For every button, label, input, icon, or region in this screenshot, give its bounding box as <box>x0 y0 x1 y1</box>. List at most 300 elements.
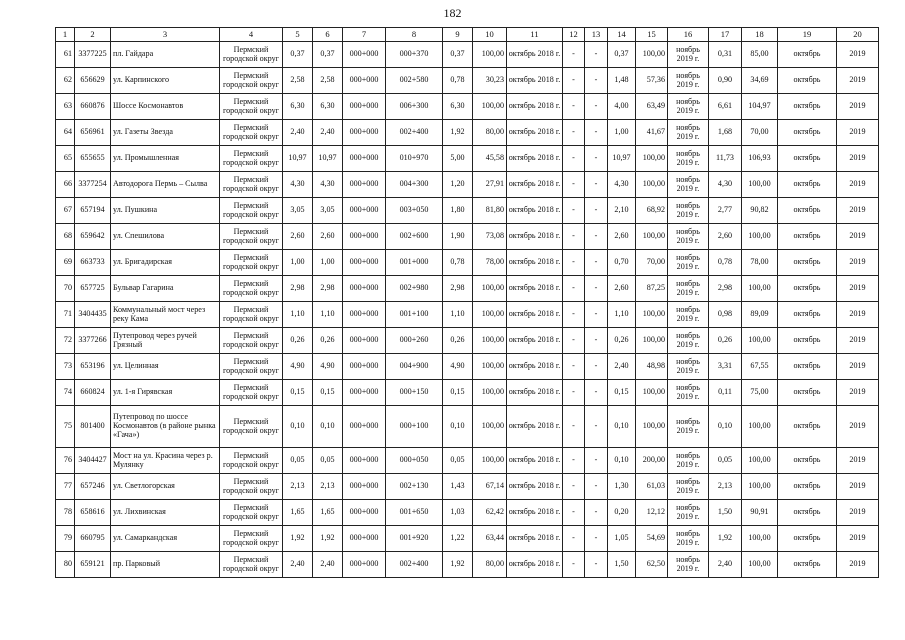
completion-year-cell: 2019 <box>837 224 879 250</box>
repaired-percent-cell: 45,58 <box>473 146 507 172</box>
repaired-length-cell: 6,30 <box>443 94 473 120</box>
planned-date-cell: ноябрь 2019 г. <box>668 276 709 302</box>
planned-date-cell: ноябрь 2019 г. <box>668 500 709 526</box>
empty-cell: - <box>585 146 608 172</box>
repaired-length-cell: 1,20 <box>443 172 473 198</box>
start-km-cell: 000+000 <box>343 276 386 302</box>
planned-length-cell: 0,15 <box>608 380 636 406</box>
actual-length-cell: 6,61 <box>709 94 742 120</box>
row-index-cell: 62 <box>56 68 75 94</box>
planned-date-cell: ноябрь 2019 г. <box>668 354 709 380</box>
repaired-percent-cell: 63,44 <box>473 526 507 552</box>
repaired-length-cell: 0,26 <box>443 328 473 354</box>
survey-date-cell: октябрь 2018 г. <box>507 328 563 354</box>
completion-year-cell: 2019 <box>837 552 879 578</box>
actual-percent-cell: 85,00 <box>742 42 778 68</box>
repaired-length-cell: 4,90 <box>443 354 473 380</box>
actual-length-cell: 3,31 <box>709 354 742 380</box>
table-row <box>56 68 879 94</box>
start-km-cell: 000+000 <box>343 448 386 474</box>
completion-year-cell: 2019 <box>837 68 879 94</box>
planned-length-cell: 1,48 <box>608 68 636 94</box>
completion-year-cell: 2019 <box>837 354 879 380</box>
planned-length-cell: 1,10 <box>608 302 636 328</box>
empty-cell: - <box>585 68 608 94</box>
survey-date-cell: октябрь 2018 г. <box>507 120 563 146</box>
survey-date-cell: октябрь 2018 г. <box>507 172 563 198</box>
table-row <box>56 276 879 302</box>
road-id-cell: 801400 <box>75 406 111 448</box>
column-number-cell: 4 <box>220 28 283 42</box>
completion-month-cell: октябрь <box>778 526 837 552</box>
municipality-cell: Пермский городской округ <box>220 120 283 146</box>
empty-cell: - <box>563 68 585 94</box>
start-km-cell: 000+000 <box>343 42 386 68</box>
table-row <box>56 526 879 552</box>
empty-cell: - <box>563 500 585 526</box>
length-cell: 0,37 <box>283 42 313 68</box>
planned-percent-cell: 41,67 <box>636 120 668 146</box>
actual-percent-cell: 90,82 <box>742 198 778 224</box>
column-number-cell: 10 <box>473 28 507 42</box>
survey-date-cell: октябрь 2018 г. <box>507 250 563 276</box>
start-km-cell: 000+000 <box>343 198 386 224</box>
row-index-cell: 77 <box>56 474 75 500</box>
planned-percent-cell: 68,92 <box>636 198 668 224</box>
empty-cell: - <box>563 172 585 198</box>
empty-cell: - <box>563 42 585 68</box>
empty-cell: - <box>585 198 608 224</box>
road-id-cell: 3377225 <box>75 42 111 68</box>
completion-year-cell: 2019 <box>837 276 879 302</box>
repaired-length-cell: 0,15 <box>443 380 473 406</box>
completion-year-cell: 2019 <box>837 302 879 328</box>
road-name-cell: ул. Промышленная <box>111 146 220 172</box>
survey-date-cell: октябрь 2018 г. <box>507 406 563 448</box>
repaired-length-cell: 5,00 <box>443 146 473 172</box>
completion-month-cell: октябрь <box>778 474 837 500</box>
length-normative-cell: 1,92 <box>313 526 343 552</box>
planned-percent-cell: 100,00 <box>636 42 668 68</box>
road-id-cell: 3377254 <box>75 172 111 198</box>
start-km-cell: 000+000 <box>343 500 386 526</box>
planned-length-cell: 1,05 <box>608 526 636 552</box>
start-km-cell: 000+000 <box>343 406 386 448</box>
row-index-cell: 80 <box>56 552 75 578</box>
end-km-cell: 006+300 <box>386 94 443 120</box>
repaired-length-cell: 1,92 <box>443 120 473 146</box>
actual-length-cell: 11,73 <box>709 146 742 172</box>
row-index-cell: 78 <box>56 500 75 526</box>
empty-cell: - <box>563 94 585 120</box>
empty-cell: - <box>585 526 608 552</box>
length-normative-cell: 1,00 <box>313 250 343 276</box>
completion-month-cell: октябрь <box>778 68 837 94</box>
planned-percent-cell: 63,49 <box>636 94 668 120</box>
row-index-cell: 65 <box>56 146 75 172</box>
empty-cell: - <box>585 474 608 500</box>
repaired-length-cell: 1,03 <box>443 500 473 526</box>
length-cell: 1,92 <box>283 526 313 552</box>
road-name-cell: Автодорога Пермь – Сылва <box>111 172 220 198</box>
planned-date-cell: ноябрь 2019 г. <box>668 250 709 276</box>
actual-length-cell: 2,60 <box>709 224 742 250</box>
length-normative-cell: 1,65 <box>313 500 343 526</box>
length-normative-cell: 4,90 <box>313 354 343 380</box>
actual-length-cell: 0,98 <box>709 302 742 328</box>
length-normative-cell: 2,98 <box>313 276 343 302</box>
length-cell: 2,40 <box>283 120 313 146</box>
road-name-cell: ул. Лихвинская <box>111 500 220 526</box>
table-body <box>56 28 879 578</box>
end-km-cell: 002+130 <box>386 474 443 500</box>
length-cell: 2,60 <box>283 224 313 250</box>
empty-cell: - <box>563 120 585 146</box>
length-normative-cell: 2,40 <box>313 552 343 578</box>
road-id-cell: 656629 <box>75 68 111 94</box>
completion-month-cell: октябрь <box>778 380 837 406</box>
actual-percent-cell: 100,00 <box>742 474 778 500</box>
planned-percent-cell: 100,00 <box>636 380 668 406</box>
empty-cell: - <box>585 42 608 68</box>
actual-length-cell: 0,05 <box>709 448 742 474</box>
column-number-cell: 16 <box>668 28 709 42</box>
repaired-percent-cell: 100,00 <box>473 276 507 302</box>
empty-cell: - <box>563 302 585 328</box>
survey-date-cell: октябрь 2018 г. <box>507 276 563 302</box>
start-km-cell: 000+000 <box>343 354 386 380</box>
completion-month-cell: октябрь <box>778 94 837 120</box>
survey-date-cell: октябрь 2018 г. <box>507 198 563 224</box>
road-id-cell: 655655 <box>75 146 111 172</box>
length-normative-cell: 6,30 <box>313 94 343 120</box>
road-id-cell: 657246 <box>75 474 111 500</box>
start-km-cell: 000+000 <box>343 302 386 328</box>
planned-length-cell: 0,26 <box>608 328 636 354</box>
start-km-cell: 000+000 <box>343 328 386 354</box>
end-km-cell: 002+980 <box>386 276 443 302</box>
municipality-cell: Пермский городской округ <box>220 302 283 328</box>
planned-percent-cell: 62,50 <box>636 552 668 578</box>
planned-date-cell: ноябрь 2019 г. <box>668 474 709 500</box>
length-cell: 0,26 <box>283 328 313 354</box>
table-row <box>56 406 879 448</box>
municipality-cell: Пермский городской округ <box>220 526 283 552</box>
end-km-cell: 010+970 <box>386 146 443 172</box>
repaired-length-cell: 1,90 <box>443 224 473 250</box>
repaired-percent-cell: 100,00 <box>473 380 507 406</box>
repaired-length-cell: 0,10 <box>443 406 473 448</box>
municipality-cell: Пермский городской округ <box>220 198 283 224</box>
road-name-cell: Коммунальный мост через реку Кама <box>111 302 220 328</box>
empty-cell: - <box>585 302 608 328</box>
start-km-cell: 000+000 <box>343 120 386 146</box>
column-number-cell: 6 <box>313 28 343 42</box>
municipality-cell: Пермский городской округ <box>220 552 283 578</box>
completion-month-cell: октябрь <box>778 552 837 578</box>
planned-date-cell: ноябрь 2019 г. <box>668 42 709 68</box>
actual-length-cell: 0,11 <box>709 380 742 406</box>
length-normative-cell: 10,97 <box>313 146 343 172</box>
repaired-length-cell: 1,80 <box>443 198 473 224</box>
end-km-cell: 000+260 <box>386 328 443 354</box>
road-repair-table <box>55 27 879 578</box>
survey-date-cell: октябрь 2018 г. <box>507 68 563 94</box>
length-normative-cell: 2,40 <box>313 120 343 146</box>
actual-percent-cell: 70,00 <box>742 120 778 146</box>
row-index-cell: 63 <box>56 94 75 120</box>
completion-year-cell: 2019 <box>837 120 879 146</box>
road-name-cell: пр. Парковый <box>111 552 220 578</box>
actual-length-cell: 1,92 <box>709 526 742 552</box>
length-normative-cell: 4,30 <box>313 172 343 198</box>
length-normative-cell: 1,10 <box>313 302 343 328</box>
table-row <box>56 172 879 198</box>
completion-month-cell: октябрь <box>778 406 837 448</box>
start-km-cell: 000+000 <box>343 526 386 552</box>
start-km-cell: 000+000 <box>343 94 386 120</box>
survey-date-cell: октябрь 2018 г. <box>507 500 563 526</box>
planned-length-cell: 10,97 <box>608 146 636 172</box>
repaired-length-cell: 0,78 <box>443 250 473 276</box>
actual-length-cell: 1,68 <box>709 120 742 146</box>
empty-cell: - <box>563 448 585 474</box>
table-row <box>56 250 879 276</box>
start-km-cell: 000+000 <box>343 552 386 578</box>
length-normative-cell: 2,58 <box>313 68 343 94</box>
end-km-cell: 003+050 <box>386 198 443 224</box>
road-name-cell: Шоссе Космонавтов <box>111 94 220 120</box>
empty-cell: - <box>585 250 608 276</box>
table-row <box>56 198 879 224</box>
road-id-cell: 657725 <box>75 276 111 302</box>
municipality-cell: Пермский городской округ <box>220 42 283 68</box>
end-km-cell: 001+920 <box>386 526 443 552</box>
row-index-cell: 72 <box>56 328 75 354</box>
completion-year-cell: 2019 <box>837 146 879 172</box>
actual-percent-cell: 100,00 <box>742 552 778 578</box>
end-km-cell: 000+150 <box>386 380 443 406</box>
column-number-cell: 1 <box>56 28 75 42</box>
actual-length-cell: 0,90 <box>709 68 742 94</box>
actual-length-cell: 0,78 <box>709 250 742 276</box>
empty-cell: - <box>563 406 585 448</box>
road-name-cell: пл. Гайдара <box>111 42 220 68</box>
actual-percent-cell: 100,00 <box>742 224 778 250</box>
road-name-cell: ул. Газеты Звезда <box>111 120 220 146</box>
completion-year-cell: 2019 <box>837 42 879 68</box>
completion-year-cell: 2019 <box>837 328 879 354</box>
road-id-cell: 660795 <box>75 526 111 552</box>
road-id-cell: 3404435 <box>75 302 111 328</box>
end-km-cell: 002+580 <box>386 68 443 94</box>
planned-length-cell: 4,00 <box>608 94 636 120</box>
repaired-length-cell: 1,22 <box>443 526 473 552</box>
table-row <box>56 120 879 146</box>
length-cell: 10,97 <box>283 146 313 172</box>
completion-year-cell: 2019 <box>837 172 879 198</box>
completion-year-cell: 2019 <box>837 526 879 552</box>
completion-month-cell: октябрь <box>778 172 837 198</box>
planned-percent-cell: 87,25 <box>636 276 668 302</box>
row-index-cell: 73 <box>56 354 75 380</box>
end-km-cell: 004+300 <box>386 172 443 198</box>
empty-cell: - <box>563 250 585 276</box>
empty-cell: - <box>563 354 585 380</box>
planned-date-cell: ноябрь 2019 г. <box>668 552 709 578</box>
repaired-length-cell: 1,92 <box>443 552 473 578</box>
table-row <box>56 302 879 328</box>
planned-length-cell: 0,10 <box>608 448 636 474</box>
municipality-cell: Пермский городской округ <box>220 500 283 526</box>
completion-year-cell: 2019 <box>837 500 879 526</box>
length-cell: 2,58 <box>283 68 313 94</box>
row-index-cell: 74 <box>56 380 75 406</box>
end-km-cell: 000+370 <box>386 42 443 68</box>
table-row <box>56 94 879 120</box>
actual-percent-cell: 100,00 <box>742 328 778 354</box>
actual-percent-cell: 100,00 <box>742 406 778 448</box>
completion-year-cell: 2019 <box>837 94 879 120</box>
repaired-percent-cell: 67,14 <box>473 474 507 500</box>
completion-year-cell: 2019 <box>837 380 879 406</box>
table-row <box>56 328 879 354</box>
planned-length-cell: 2,60 <box>608 224 636 250</box>
length-normative-cell: 3,05 <box>313 198 343 224</box>
completion-year-cell: 2019 <box>837 448 879 474</box>
row-index-cell: 68 <box>56 224 75 250</box>
actual-percent-cell: 67,55 <box>742 354 778 380</box>
empty-cell: - <box>585 328 608 354</box>
empty-cell: - <box>585 276 608 302</box>
length-cell: 4,90 <box>283 354 313 380</box>
column-number-cell: 15 <box>636 28 668 42</box>
municipality-cell: Пермский городской округ <box>220 406 283 448</box>
planned-date-cell: ноябрь 2019 г. <box>668 224 709 250</box>
length-cell: 1,65 <box>283 500 313 526</box>
repaired-percent-cell: 100,00 <box>473 354 507 380</box>
planned-length-cell: 0,70 <box>608 250 636 276</box>
length-cell: 6,30 <box>283 94 313 120</box>
completion-month-cell: октябрь <box>778 448 837 474</box>
empty-cell: - <box>563 380 585 406</box>
planned-length-cell: 2,60 <box>608 276 636 302</box>
road-id-cell: 663733 <box>75 250 111 276</box>
end-km-cell: 001+100 <box>386 302 443 328</box>
actual-length-cell: 2,13 <box>709 474 742 500</box>
planned-percent-cell: 100,00 <box>636 146 668 172</box>
completion-year-cell: 2019 <box>837 474 879 500</box>
municipality-cell: Пермский городской округ <box>220 224 283 250</box>
end-km-cell: 002+400 <box>386 552 443 578</box>
completion-month-cell: октябрь <box>778 354 837 380</box>
length-normative-cell: 2,13 <box>313 474 343 500</box>
planned-date-cell: ноябрь 2019 г. <box>668 146 709 172</box>
actual-length-cell: 2,98 <box>709 276 742 302</box>
empty-cell: - <box>563 198 585 224</box>
planned-percent-cell: 70,00 <box>636 250 668 276</box>
length-cell: 1,10 <box>283 302 313 328</box>
repaired-percent-cell: 100,00 <box>473 42 507 68</box>
actual-percent-cell: 104,97 <box>742 94 778 120</box>
planned-date-cell: ноябрь 2019 г. <box>668 94 709 120</box>
planned-length-cell: 4,30 <box>608 172 636 198</box>
repaired-percent-cell: 100,00 <box>473 302 507 328</box>
survey-date-cell: октябрь 2018 г. <box>507 94 563 120</box>
empty-cell: - <box>585 448 608 474</box>
length-normative-cell: 0,26 <box>313 328 343 354</box>
column-number-cell: 7 <box>343 28 386 42</box>
page-number: 182 <box>443 6 462 20</box>
survey-date-cell: октябрь 2018 г. <box>507 380 563 406</box>
empty-cell: - <box>585 120 608 146</box>
repaired-length-cell: 0,37 <box>443 42 473 68</box>
road-name-cell: Бульвар Гагарина <box>111 276 220 302</box>
municipality-cell: Пермский городской округ <box>220 448 283 474</box>
actual-percent-cell: 34,69 <box>742 68 778 94</box>
length-normative-cell: 0,05 <box>313 448 343 474</box>
completion-month-cell: октябрь <box>778 276 837 302</box>
repaired-percent-cell: 80,00 <box>473 552 507 578</box>
row-index-cell: 61 <box>56 42 75 68</box>
table-row <box>56 354 879 380</box>
survey-date-cell: октябрь 2018 г. <box>507 526 563 552</box>
actual-percent-cell: 100,00 <box>742 276 778 302</box>
end-km-cell: 001+650 <box>386 500 443 526</box>
empty-cell: - <box>585 500 608 526</box>
end-km-cell: 000+100 <box>386 406 443 448</box>
actual-percent-cell: 75,00 <box>742 380 778 406</box>
column-number-cell: 12 <box>563 28 585 42</box>
table-row <box>56 380 879 406</box>
road-name-cell: Путепровод по шоссе Космонавтов (в районе рынка «Гача») <box>111 406 220 448</box>
column-number-cell: 20 <box>837 28 879 42</box>
empty-cell: - <box>563 552 585 578</box>
municipality-cell: Пермский городской округ <box>220 328 283 354</box>
table-row <box>56 448 879 474</box>
row-index-cell: 69 <box>56 250 75 276</box>
table-row <box>56 146 879 172</box>
row-index-cell: 76 <box>56 448 75 474</box>
planned-percent-cell: 100,00 <box>636 224 668 250</box>
road-name-cell: Мост на ул. Красина через р. Мулянку <box>111 448 220 474</box>
start-km-cell: 000+000 <box>343 146 386 172</box>
road-id-cell: 660824 <box>75 380 111 406</box>
actual-percent-cell: 89,09 <box>742 302 778 328</box>
length-cell: 4,30 <box>283 172 313 198</box>
column-number-cell: 2 <box>75 28 111 42</box>
planned-percent-cell: 100,00 <box>636 172 668 198</box>
completion-year-cell: 2019 <box>837 250 879 276</box>
row-index-cell: 67 <box>56 198 75 224</box>
completion-year-cell: 2019 <box>837 198 879 224</box>
column-number-cell: 17 <box>709 28 742 42</box>
completion-month-cell: октябрь <box>778 120 837 146</box>
completion-month-cell: октябрь <box>778 146 837 172</box>
municipality-cell: Пермский городской округ <box>220 94 283 120</box>
survey-date-cell: октябрь 2018 г. <box>507 146 563 172</box>
completion-month-cell: октябрь <box>778 302 837 328</box>
length-normative-cell: 0,10 <box>313 406 343 448</box>
column-number-cell: 18 <box>742 28 778 42</box>
table-row <box>56 224 879 250</box>
road-id-cell: 3377266 <box>75 328 111 354</box>
completion-month-cell: октябрь <box>778 250 837 276</box>
repaired-percent-cell: 100,00 <box>473 448 507 474</box>
empty-cell: - <box>563 526 585 552</box>
empty-cell: - <box>563 146 585 172</box>
planned-length-cell: 2,10 <box>608 198 636 224</box>
